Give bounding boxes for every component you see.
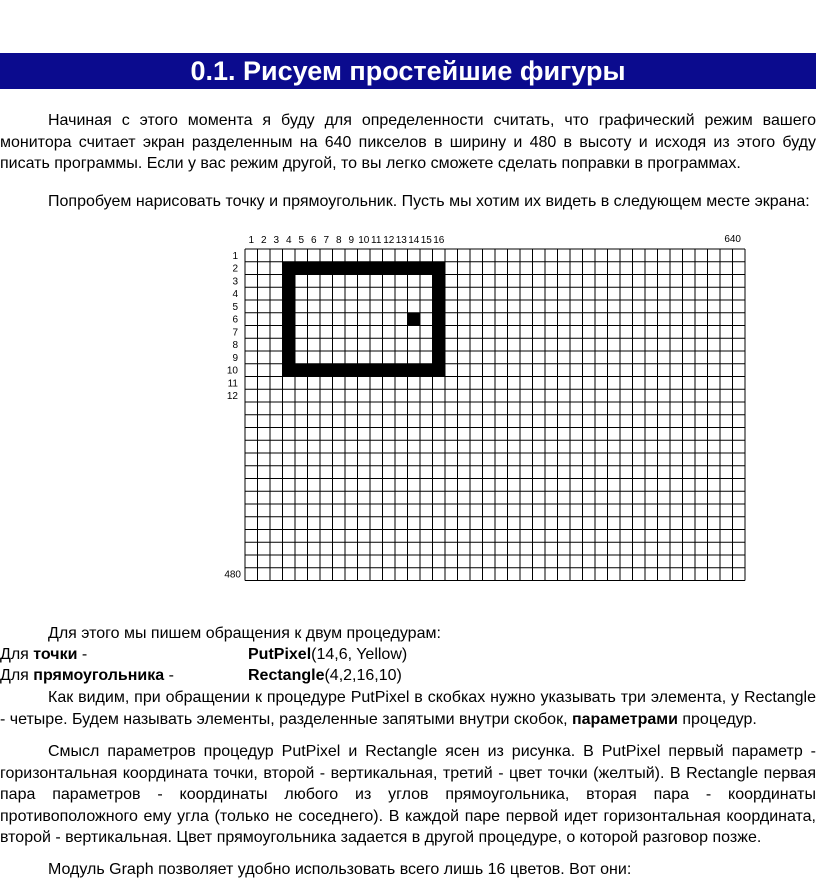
- y-tick-label: 9: [232, 352, 238, 364]
- paragraph-meaning: [0, 741, 816, 849]
- y-tick-label: 7: [232, 327, 238, 339]
- x-tick-label: 3: [273, 235, 280, 246]
- rectangle-label-bold: прямоугольника: [33, 667, 165, 684]
- putpixel-label: [0, 644, 87, 666]
- x-tick-label: 8: [335, 235, 342, 246]
- paragraph-intro-2-text: Попробуем нарисовать точку и прямоугольник. Пусть мы хотим их видеть в следующем месте экрана:: [48, 193, 810, 210]
- y-tick-label: 2: [232, 263, 238, 275]
- x-tick-label: 10: [358, 235, 370, 246]
- y-tick-label: 6: [232, 314, 238, 326]
- y-tick-label: 4: [232, 289, 238, 301]
- rectangle-left-edge: [283, 262, 296, 377]
- x-tick-label: 2: [260, 235, 267, 246]
- rectangle-bottom-edge: [283, 364, 446, 377]
- putpixel-label-suffix: -: [77, 646, 88, 663]
- rectangle-label-suffix: -: [164, 667, 174, 684]
- x-tick-label: 9: [348, 235, 355, 246]
- parameters-term: параметрами: [571, 710, 678, 728]
- x-tick-label: 13: [395, 235, 407, 246]
- putpixel-args: (14,6, Yellow): [311, 646, 408, 663]
- putpixel-proc-name: PutPixel: [248, 646, 312, 663]
- parameters-text-post: процедур.: [677, 710, 757, 728]
- rectangle-proc-name: Rectangle: [248, 667, 325, 684]
- y-tick-label: 11: [227, 378, 238, 390]
- putpixel-call: [248, 644, 407, 666]
- x-tick-label: 11: [371, 235, 382, 246]
- paragraph-colors: [0, 859, 816, 881]
- x-tick-label: 5: [298, 235, 305, 246]
- rectangle-top-edge: [283, 262, 446, 275]
- x-tick-label: 14: [408, 235, 420, 246]
- y-tick-label: 10: [226, 365, 238, 377]
- x-tick-label: 4: [285, 235, 292, 246]
- meaning-text: Смысл параметров процедур PutPixel и Rectangle ясен из рисунка. В PutPixel первый параметр - горизонтальная координата точки, второй - вертикальная, третий - цвет точки (желтый). В Rectangle первая пара параметров - координаты любого из углов прямоугольника, вторая пара - координаты противоположного ему угла (только не соседнего). В каждой паре первой идет горизонтальная координата, второй - вертикальная. Цвет прямоугольника задается в другой процедуре, о которой разговор позже.: [0, 743, 816, 847]
- x-tick-label: 12: [383, 235, 395, 246]
- y-tick-label: 3: [232, 276, 238, 288]
- rectangle-args: (4,2,16,10): [324, 667, 402, 684]
- y-tick-label: 1: [232, 250, 238, 262]
- putpixel-label-bold: точки: [33, 646, 78, 663]
- y-tick-label: 12: [226, 391, 238, 403]
- parameters-text-pre: Как видим, при обращении к процедуре PutPixel в скобках нужно указывать три элемента, у Rectangle - четыре. Будем называть элементы, разделенные запятыми внутри скобок,: [0, 689, 816, 728]
- y-end-label: 480: [224, 569, 241, 581]
- x-end-label: 640: [724, 234, 741, 245]
- x-tick-label: 7: [323, 235, 330, 246]
- colors-text: Модуль Graph позволяет удобно использовать всего лишь 16 цветов. Вот они:: [48, 861, 632, 878]
- x-tick-label: 1: [248, 235, 255, 246]
- rectangle-label: [0, 665, 174, 687]
- x-tick-label: 16: [433, 235, 445, 246]
- x-tick-label: 15: [420, 235, 432, 246]
- y-tick-label: 5: [232, 301, 238, 313]
- pixel-cell: [408, 313, 421, 326]
- rectangle-label-prefix: Для: [0, 667, 34, 684]
- putpixel-label-prefix: Для: [0, 646, 34, 663]
- paragraph-intro-1-text: Начиная с этого момента я буду для определенности считать, что графический режим вашего монитора считает экран разделенным на 640 пикселов в ширину и 480 в высоту и исходя из этого буду писать программы. Если у вас режим другой, то вы легко сможете сделать поправки в программах.: [0, 112, 816, 173]
- paragraph-procedures-intro: [0, 623, 816, 645]
- rectangle-right-edge: [433, 262, 446, 377]
- page-title: 0.1. Рисуем простейшие фигуры: [190, 56, 626, 86]
- paragraph-parameters: [0, 687, 816, 730]
- rectangle-call: [248, 665, 402, 687]
- procedures-intro-text: Для этого мы пишем обращения к двум процедурам:: [48, 625, 441, 642]
- y-tick-label: 8: [232, 340, 238, 352]
- x-tick-label: 6: [310, 235, 317, 246]
